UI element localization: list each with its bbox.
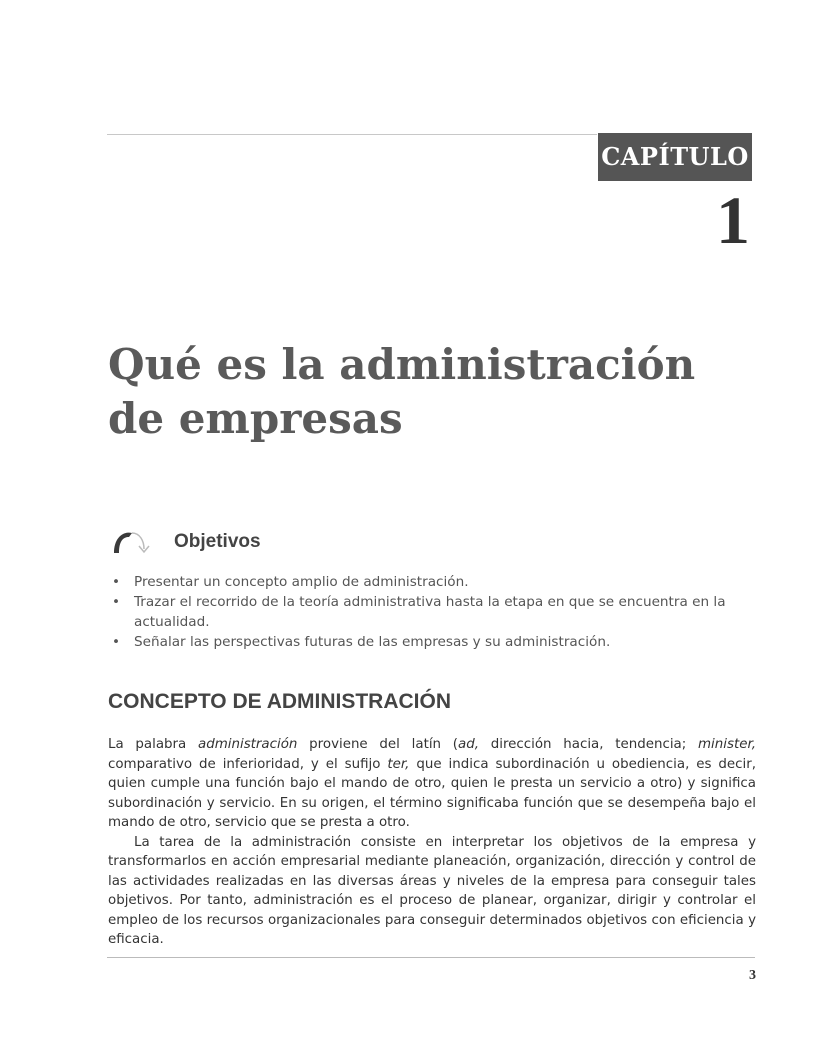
- paragraph-2: La tarea de la administración consiste en interpretar los objetivos de la empresa y transformarlos en acción empresarial mediante planeación, organización, dirección y control de las actividades realizadas en las diversas áreas y niveles de la empresa para conseguir tales objetivos. Por tanto, administración es el proceso de planear, organizar, dirigir y controlar el empleo de los recursos organizacionales para conseguir determinados objetivos con eficiencia y eficacia.: [108, 834, 756, 947]
- body-text: [108, 735, 756, 950]
- paragraph-1: [108, 735, 756, 833]
- text: dirección hacia, tendencia;: [478, 737, 699, 752]
- top-rule: [107, 134, 597, 135]
- emphasis: ad,: [458, 737, 479, 752]
- list-item: • Trazar el recorrido de la teoría administrativa hasta la etapa en que se encuentra en la actualidad.: [110, 592, 760, 632]
- title-line-1: Qué es la administración: [108, 340, 696, 389]
- objectives-list: [110, 572, 760, 652]
- text: La palabra: [108, 737, 199, 752]
- curved-arrow-icon: [110, 527, 156, 557]
- list-item: • Señalar las perspectivas futuras de las empresas y su administración.: [110, 632, 760, 652]
- objectives-header: [110, 527, 261, 557]
- page-number: 3: [749, 968, 756, 983]
- objectives-heading: Objetivos: [174, 531, 261, 552]
- emphasis: minister,: [698, 737, 756, 752]
- title-line-2: de empresas: [108, 394, 403, 443]
- chapter-title: [108, 338, 695, 446]
- section-heading: CONCEPTO DE ADMINISTRACIÓN: [108, 690, 452, 713]
- text: que indica subordinación u obediencia, es decir, quien cumple una función bajo el mando de otro, quien le presta un servicio a otro) y significa subordinación y servicio. En su origen, el término significaba función que se desempeña bajo el mando de otro, servicio que se presta a otro.: [108, 756, 756, 830]
- bottom-rule: [107, 957, 755, 958]
- emphasis: administración: [198, 737, 298, 752]
- text: proviene del latín (: [297, 737, 458, 752]
- list-item: • Presentar un concepto amplio de administración.: [110, 572, 760, 592]
- chapter-label: CAPÍTULO: [598, 133, 752, 181]
- chapter-number: 1: [716, 182, 750, 258]
- text: comparativo de inferioridad, y el sufijo: [108, 756, 388, 772]
- emphasis: ter,: [387, 756, 410, 772]
